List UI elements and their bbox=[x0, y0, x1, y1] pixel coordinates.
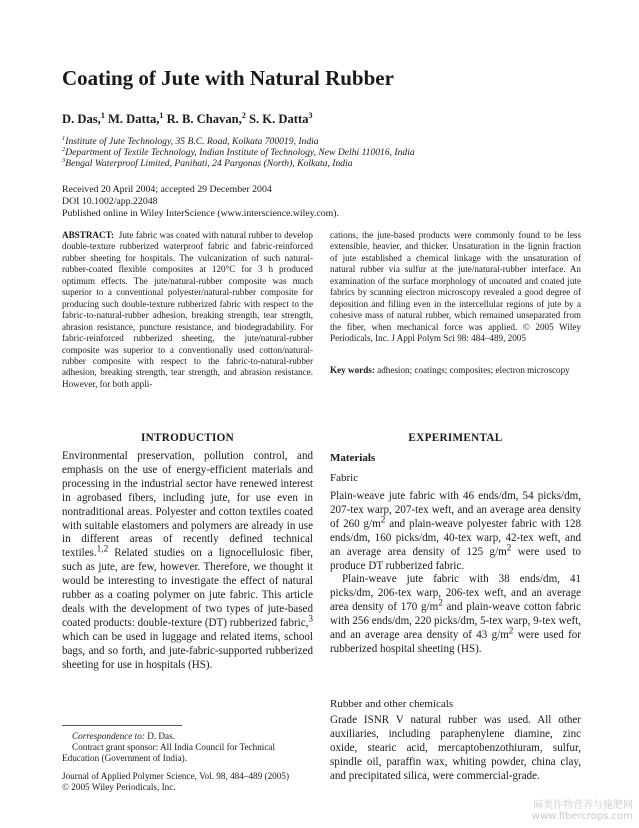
paragraph: Grade ISNR V natural rubber was used. All other auxiliaries, including paraphenylene diamine, zinc oxide, stearic acid, mercaptobenzothiuram, sulfur, spindle oil, paraffin wax, whiting powder, china clay, and precipitated silica, were commercial-grade. bbox=[330, 714, 581, 782]
superscript: 2 bbox=[438, 597, 443, 608]
author-affil-ref: 1 bbox=[159, 110, 164, 120]
received-date: Received 20 April 2004; accepted 29 December 2004 bbox=[62, 184, 272, 195]
paragraph bbox=[330, 490, 581, 573]
affiliation-text: Institute of Jute Technology, 35 B.C. Road, Kolkata 700019, India bbox=[65, 136, 319, 147]
author-name: S. K. Datta bbox=[248, 112, 309, 126]
affiliation-line bbox=[62, 136, 415, 147]
abstract-left-column bbox=[62, 230, 313, 390]
author-affil-ref: 2 bbox=[241, 110, 246, 120]
author-affil-ref: 1 bbox=[100, 110, 105, 120]
superscript: 2 bbox=[508, 625, 514, 636]
affiliation-number: 3 bbox=[62, 157, 66, 165]
text-run: were used for rubberized hospital sheeting (HS). bbox=[330, 629, 581, 655]
text-run: and plain-weave polyester fabric with 128 ends/dm, 160 picks/dm, 40-tex warp, 42-tex weft, and an average area density of 125 g/m bbox=[330, 517, 581, 558]
watermark-url: www.fibercrops.com bbox=[531, 811, 633, 822]
text-run: which can be used in luggage and related items, school bags, and so forth, and jute-fabric-supported rubberized sheeting for use in hospitals (HS). bbox=[62, 630, 313, 671]
text-run: Plain-weave jute fabric with 46 ends/dm, 54 picks/dm, 207-tex warp, 207-tex weft, and an average area density of 260 g/m bbox=[330, 490, 581, 530]
introduction-body bbox=[62, 450, 313, 673]
paragraph bbox=[62, 450, 313, 673]
paragraph bbox=[330, 573, 581, 656]
journal-info bbox=[62, 771, 322, 793]
materials-heading: Materials bbox=[330, 452, 376, 464]
journal-citation: Journal of Applied Polymer Science, Vol. 98, 484–489 (2005) bbox=[62, 771, 290, 781]
correspondence-note bbox=[62, 731, 313, 742]
keywords-text: adhesion; coatings; composites; electron microscopy bbox=[377, 364, 570, 375]
copyright: © 2005 Wiley Periodicals, Inc. bbox=[62, 782, 176, 793]
superscript: 2 bbox=[380, 514, 386, 525]
affiliation-line bbox=[62, 147, 415, 158]
affiliation-number: 1 bbox=[62, 134, 66, 142]
article-title: Coating of Jute with Natural Rubber bbox=[62, 66, 394, 90]
doi: DOI 10.1002/app.22048 bbox=[62, 195, 158, 207]
superscript: 2 bbox=[506, 541, 512, 552]
published-online: Published online in Wiley InterScience (www.interscience.wiley.com). bbox=[62, 207, 340, 219]
rubber-chemicals-heading: Rubber and other chemicals bbox=[330, 698, 454, 710]
author-name: M. Datta, bbox=[108, 112, 160, 126]
correspondence-label: Correspondence to: bbox=[72, 731, 145, 741]
text-run: and plain-weave cotton fabric with 256 ends/dm, 220 picks/dm, 5-tex warp, 9-tex weft, and an average area density of 43 g/m bbox=[330, 601, 581, 642]
experimental-body bbox=[330, 490, 581, 657]
grant-note: Contract grant sponsor: All India Council for Technical Education (Government of India). bbox=[62, 742, 276, 764]
text-run: Environmental preservation, pollution control, and emphasis on the use of energy-efficient materials and processing in the industrial sector have renewed interest in agrobased fibers, including jute, for use even in nontraditional areas. Polyester and cotton textiles coated with suitable elastomers and polymers are already in use in different areas of recently defined technical textiles. bbox=[62, 450, 313, 560]
rubber-chemicals-body bbox=[330, 714, 581, 784]
keywords bbox=[330, 365, 581, 376]
footnote-rule bbox=[62, 725, 182, 726]
citation: 1,2 bbox=[96, 543, 109, 554]
text-run: Related studies on a lignocellulosic fiber, such as jute, are few, however. Therefore, we thought it would be interesting to investigate the effect of natural rubber as a coating polymer on jute fabric. This article deals with the development of two types of jute-based coated products: double-texture (DT) rubberized fabric, bbox=[62, 547, 313, 629]
author-affil-ref: 3 bbox=[308, 110, 313, 120]
abstract-right-column bbox=[330, 230, 581, 376]
citation: 3 bbox=[308, 613, 313, 624]
experimental-heading: EXPERIMENTAL bbox=[408, 432, 503, 444]
footnotes bbox=[62, 731, 313, 765]
abstract-label: ABSTRACT: bbox=[62, 230, 115, 240]
watermark bbox=[532, 800, 633, 822]
abstract-text: cations, the jute-based products were commonly found to be less extensible, heavier, and thicker. Unsaturation in the lignin fraction of jute established a chemical linkage with the unsaturation of natural rubber via sulfur at the jute/natural-rubber interface. An examination of the surface morphology of uncoated and coated jute fabrics by scanning electron microscopy revealed a good degree of deposition and filling even in the intercellular regions of jute by a cohesive mass of natural rubber, which remained unseparated from the fiber, when mechanical force was applied. © 2005 Wiley Periodicals, Inc. J Appl Polym Sci 98: 484–489, 2005 bbox=[330, 230, 581, 344]
affiliation-number: 2 bbox=[62, 146, 66, 154]
abstract-text: Jute fabric was coated with natural rubber to develop double-texture rubberized waterproof fabric and fabric-reinforced rubber sheeting for hospitals. The vulcanization of such natural-rubber-coated flexible composites at 120°C for 3 h produced optimum effects. The jute/natural-rubber composite was much superior to a conventional polyester/natural-rubber composite for producing such double-texture rubberized fabric with respect to the fabric-to-natural-rubber adhesion, breaking strength, tear strength, abrasion resistance, puncture resistance, and biodegradability. For fabric-reinforced rubberized sheeting, the jute/natural-rubber composite was superior to a conventionally used cotton/natural-rubber composite with respect to the fabric-to-natural-rubber adhesion, breaking strength, tear strength, and abrasion resistance. However, for both appli- bbox=[62, 230, 313, 389]
author-list bbox=[62, 112, 312, 127]
watermark-line: 麻类作物营养与施肥网 bbox=[533, 800, 633, 811]
affiliation-text: Bengal Waterproof Limited, Panihati, 24 Pargonas (North), Kolkata, India bbox=[65, 158, 353, 170]
article-history bbox=[62, 184, 339, 219]
introduction-heading: INTRODUCTION bbox=[140, 432, 235, 444]
fabric-heading: Fabric bbox=[330, 472, 359, 484]
affiliations bbox=[62, 136, 415, 170]
author-name: R. B. Chavan, bbox=[166, 112, 242, 126]
author-name: D. Das, bbox=[62, 112, 101, 126]
correspondence-name: D. Das. bbox=[144, 731, 176, 741]
text-run: Plain-weave jute fabric with 38 ends/dm, 41 picks/dm, 206-tex warp, 206-tex weft, and an average area density of 170 g/m bbox=[330, 573, 581, 614]
text-run: were used to produce DT rubberized fabric. bbox=[330, 545, 582, 572]
keywords-label: Key words: bbox=[330, 364, 375, 375]
affiliation-line bbox=[62, 158, 415, 169]
affiliation-text: Department of Textile Technology, Indian Institute of Technology, New Delhi 110016, India bbox=[65, 147, 415, 159]
